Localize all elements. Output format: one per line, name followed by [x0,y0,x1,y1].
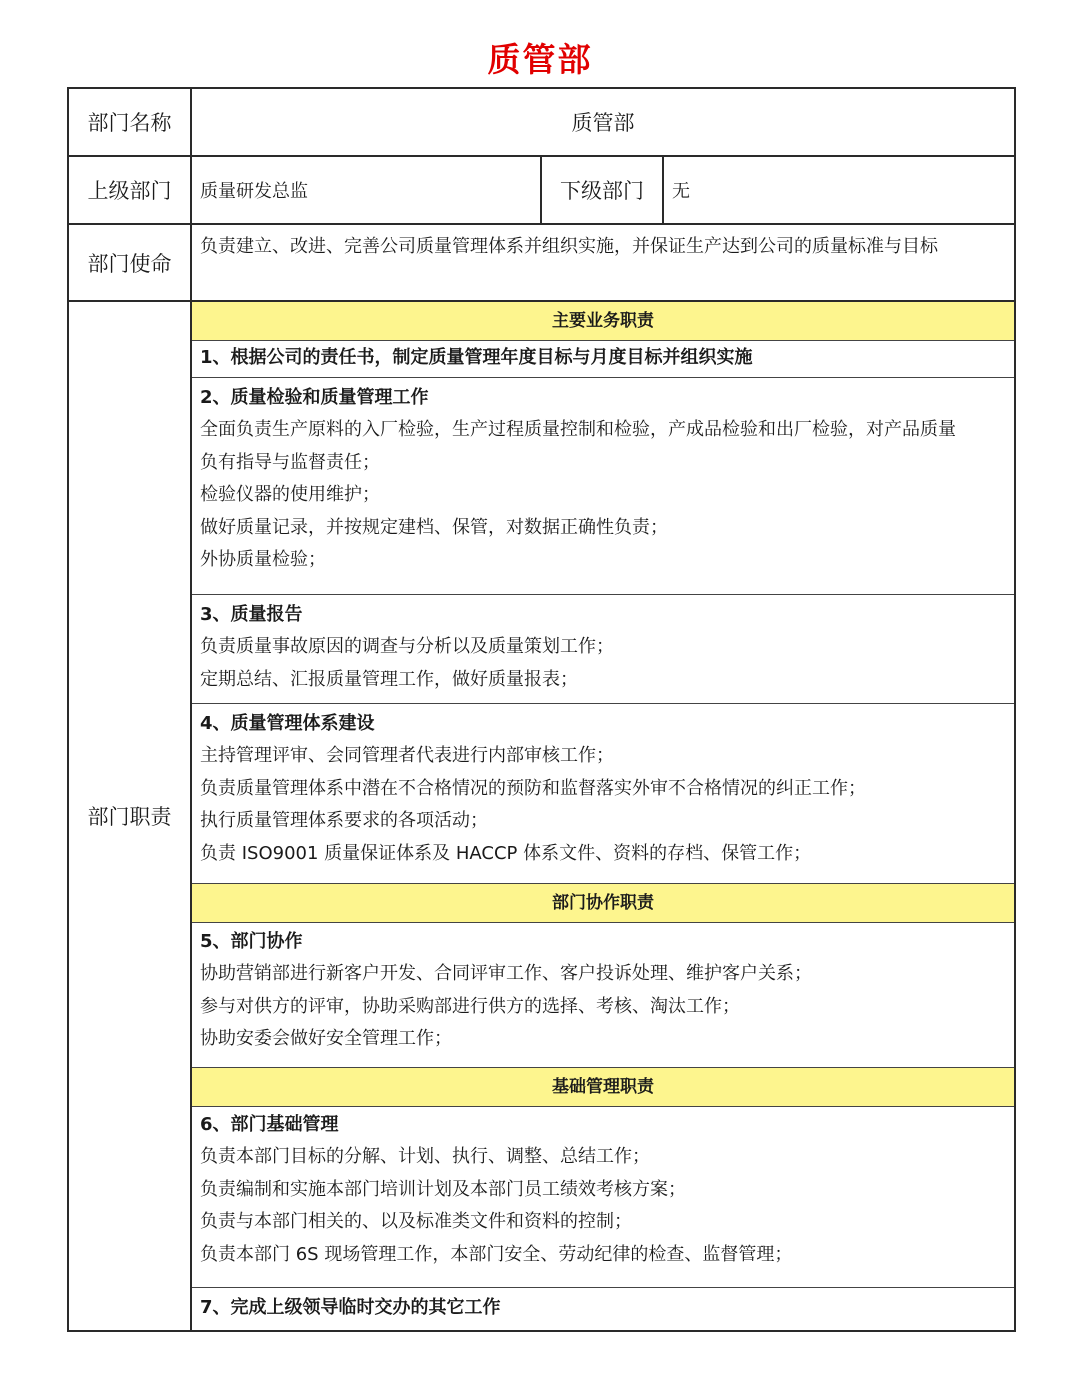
duty-title: 3、质量报告 [200,604,303,625]
mission-value: 负责建立、改进、完善公司质量管理体系并组织实施，并保证生产达到公司的质量标准与目标 [191,224,1015,301]
duty-title: 6、部门基础管理 [200,1114,339,1135]
subordinate-value: 无 [663,156,1015,224]
duty-line: 主持管理评审、会同管理者代表进行内部审核工作； [200,745,614,766]
duty-line: 协助营销部进行新客户开发、合同评审工作、客户投诉处理、维护客户关系； [200,963,812,984]
duty-line: 定期总结、汇报质量管理工作，做好质量报表； [200,668,578,690]
duty-line: 负责与本部门相关的、以及标准类文件和资料的控制； [200,1211,632,1233]
duty-line: 全面负责生产原料的入厂检验，生产过程质量控制和检验，产成品检验和出厂检验，对产品质量 [200,419,956,440]
duty-line: 负责编制和实施本部门培训计划及本部门员工绩效考核方案； [200,1178,686,1200]
duty-line: 参与对供方的评审，协助采购部进行供方的选择、考核、淘汰工作； [200,995,740,1017]
mission-label: 部门使命 [68,224,191,301]
duty-section-1 [192,341,1014,378]
duty-title: 1、根据公司的责任书，制定质量管理年度目标与月度目标并组织实施 [200,347,753,368]
superior-label: 上级部门 [68,156,191,224]
duty-line: 负责质量事故原因的调查与分析以及质量策划工作； [200,636,614,657]
dept-name-label: 部门名称 [68,88,191,156]
duty-line: 协助安委会做好安全管理工作； [200,1028,452,1050]
duty-title: 7、完成上级领导临时交办的其它工作 [200,1297,501,1318]
band-coop-duties: 部门协作职责 [192,884,1014,923]
duties-label: 部门职责 [68,301,191,1331]
duty-title: 4、质量管理体系建设 [200,713,375,734]
duty-section-5 [192,923,1014,1068]
band-main-duties: 主要业务职责 [192,302,1014,341]
duty-title: 5、部门协作 [200,931,303,952]
superior-value: 质量研发总监 [191,156,541,224]
duty-line: 执行质量管理体系要求的各项活动； [200,810,488,832]
band-basic-duties: 基础管理职责 [192,1068,1014,1107]
duty-line: 做好质量记录，并按规定建档、保管，对数据正确性负责； [200,516,668,538]
dept-info-table [67,87,1016,1332]
duty-section-3 [192,595,1014,704]
duty-line: 负责本部门目标的分解、计划、执行、调整、总结工作； [200,1146,650,1167]
duty-section-7 [192,1288,1014,1330]
duty-line: 负责本部门 6S 现场管理工作，本部门安全、劳动纪律的检查、监督管理； [200,1243,793,1265]
duty-title: 2、质量检验和质量管理工作 [200,387,429,408]
duty-line: 检验仪器的使用维护； [200,484,380,506]
duty-line: 外协质量检验； [200,549,326,571]
duty-line: 负责质量管理体系中潜在不合格情况的预防和监督落实外审不合格情况的纠正工作； [200,777,866,799]
dept-name-value: 质管部 [191,88,1015,156]
duty-line: 负有指导与监督责任； [200,451,380,473]
duties-content [191,301,1015,1331]
duty-section-6 [192,1107,1014,1288]
duty-section-2 [192,378,1014,595]
subordinate-label: 下级部门 [541,156,663,224]
duty-line: 负责 ISO9001 质量保证体系及 HACCP 体系文件、资料的存档、保管工作； [200,842,812,864]
duty-section-4 [192,704,1014,884]
page-title: 质管部 [487,40,593,79]
